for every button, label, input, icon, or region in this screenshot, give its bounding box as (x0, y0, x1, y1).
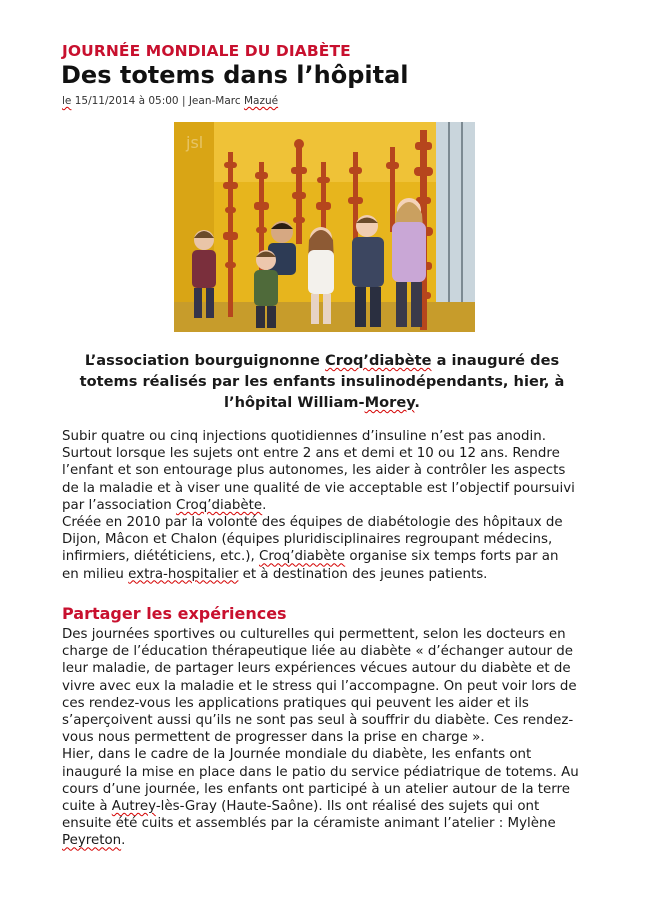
body-line (62, 832, 579, 849)
article-title: Des totems dans l’hôpital (61, 61, 409, 89)
body-text: cuite à (62, 799, 112, 815)
body-line (62, 548, 575, 565)
byline-author-last: Mazué (243, 95, 279, 107)
body-text: . (121, 833, 126, 849)
section-subhead: Partager les expériences (62, 604, 287, 623)
article-body-section (62, 626, 579, 850)
lede-org-name: Croq’diabète (325, 352, 432, 369)
body-line: leur maladie, de partager leurs expériences vécues autour du diabète et de (62, 661, 571, 677)
body-place-name: Autrey (111, 799, 156, 815)
photo-illustration (174, 122, 475, 332)
body-term: extra-hospitalier (128, 566, 239, 582)
body-line: de la maladie et à viser une qualité de vie acceptable est l’objectif poursuivi (62, 480, 575, 496)
body-org-name: Croq’diabète (258, 549, 346, 565)
body-text: infirmiers, diététiciens, etc.), (62, 549, 259, 565)
body-person-name: Peyreton (62, 833, 122, 849)
body-line: cours d’une journée, les enfants ont participé à un atelier autour de la terre (62, 781, 571, 797)
body-line: Surtout lorsque les sujets ont entre 2 ans et demi et 10 ou 12 ans. Rendre (62, 446, 560, 462)
byline-le: le (62, 95, 72, 107)
body-org-name: Croq’diabète (176, 497, 263, 513)
body-line: ces rendez-vous les applications pratiques qui peuvent les aider et ils (62, 695, 529, 711)
byline-date-author: 15/11/2014 à 05:00 | Jean-Marc (71, 95, 244, 107)
body-line: Des journées sportives ou culturelles qui permettent, selon les docteurs en (62, 627, 566, 642)
body-text: en milieu (62, 566, 129, 582)
photo-watermark: jsl (186, 133, 204, 152)
body-line: charge de l’éducation thérapeutique liée au diabète « d’échanger autour de (62, 644, 573, 660)
body-text: . (262, 497, 267, 513)
article-kicker: JOURNÉE MONDIALE DU DIABÈTE (62, 42, 351, 60)
article-byline (62, 95, 278, 107)
body-text: -lès-Gray (Haute-Saône). Ils ont réalisé des sujets qui ont (155, 799, 540, 815)
body-line: l’enfant et son entourage plus autonomes, les aider à contrôler les aspects (62, 463, 566, 479)
body-line: Créée en 2010 par la volonté des équipes de diabétologie des hôpitaux de (62, 515, 563, 531)
body-text: et à destination des jeunes patients. (238, 566, 488, 582)
body-line (62, 798, 579, 815)
article-body-intro (62, 428, 575, 583)
body-text: organise six temps forts par an (345, 549, 559, 565)
body-line (62, 566, 575, 583)
lede-text-1: L’association bourguignonne (84, 352, 326, 369)
body-line: vivre avec eux la maladie et le stress qui l’accompagne. On peut voir lors de (62, 678, 577, 694)
article-photo (174, 122, 475, 332)
body-line: inauguré la mise en place dans le patio du service pédiatrique de totems. Au (62, 764, 579, 780)
lede-text-3: . (414, 394, 420, 411)
body-line: vous nous permettent de progresser dans la prise en charge ». (62, 730, 485, 746)
body-line: Hier, dans le cadre de la Journée mondiale du diabète, les enfants ont (62, 747, 532, 763)
body-line: Subir quatre ou cinq injections quotidiennes d’insuline n’est pas anodin. (62, 429, 546, 444)
body-line: Dijon, Mâcon et Chalon (équipes pluridisciplinaires regroupant médecins, (62, 532, 553, 548)
body-line: s’aperçoivent aussi qu’ils ne sont pas seul à souffrir du diabète. Ces rendez- (62, 713, 574, 729)
article-lede (62, 350, 582, 413)
body-line (62, 497, 575, 514)
body-line: ensuite été cuits et assemblés par la céramiste animant l’atelier : Mylène (62, 816, 556, 832)
lede-text-2: a inauguré des totems réalisés par les enfants insulinodépendants, hier, à l’hôpital William- (79, 352, 565, 411)
body-text: par l’association (62, 497, 176, 513)
lede-morey: Morey (364, 394, 415, 411)
